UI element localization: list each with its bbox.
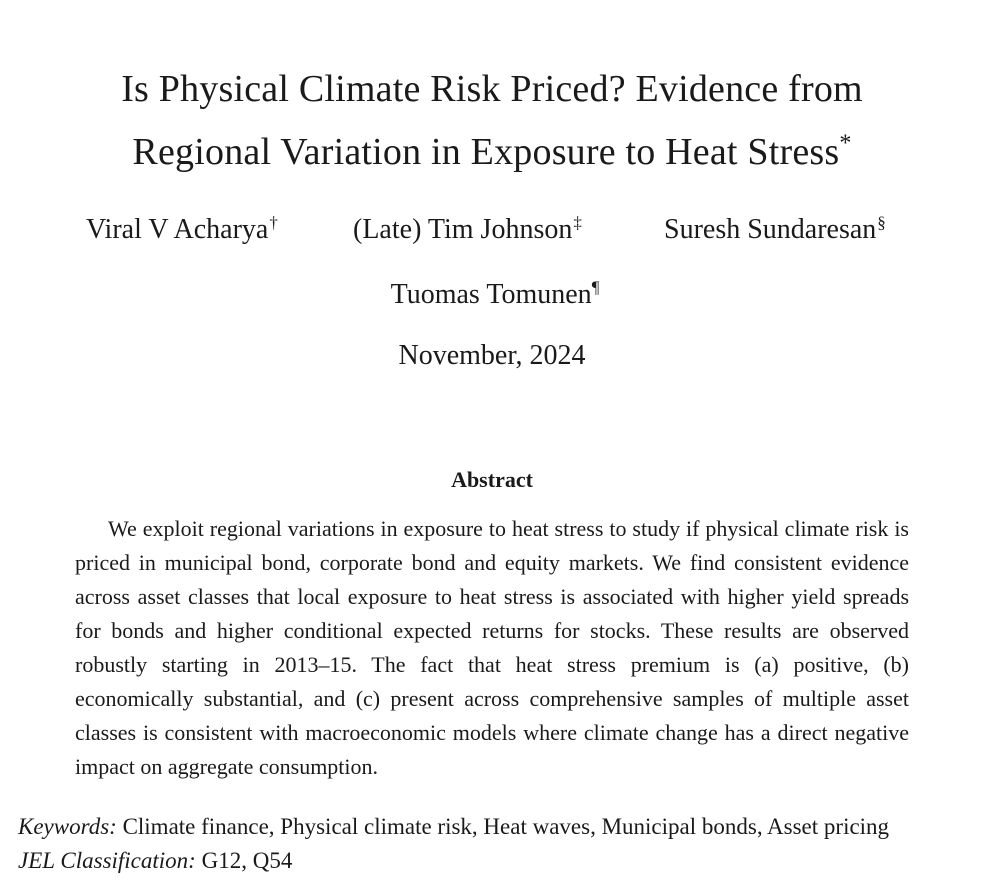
author-tomunen: [391, 275, 600, 315]
author-footnote-mark: ‡: [573, 212, 582, 232]
author-name: Viral V Acharya: [86, 214, 269, 245]
author-name: Suresh Sundaresan: [664, 214, 877, 245]
author-footnote-mark: §: [877, 212, 886, 232]
author-johnson: [353, 210, 582, 250]
keywords-value: Climate finance, Physical climate risk, Heat waves, Municipal bonds, Asset pricing: [122, 814, 890, 839]
jel-label: JEL Classification:: [18, 848, 196, 873]
author-sundaresan: [664, 210, 886, 250]
keywords-line: [18, 810, 993, 844]
author-name: (Late) Tim Johnson: [353, 214, 573, 245]
authors-row-2: [0, 275, 990, 315]
paper-title: [0, 58, 984, 184]
title-line-2: [0, 121, 984, 184]
publication-date: November, 2024: [398, 340, 586, 371]
keywords-label: Keywords:: [18, 814, 117, 839]
abstract-body: We exploit regional variations in exposure to heat stress to study if physical climate risk is priced in municipal bond, corporate bond and equity markets. We find consistent evidence across asset classes that local exposure to heat stress is associated with higher yield spreads for bonds and higher conditional expected returns for stocks. These results are observed robustly starting in 2013–15. The fact that heat stress premium is (a) positive, (b) economically substantial, and (c) present across comprehensive samples of multiple asset classes is consistent with macroeconomic models where climate change has a direct negative impact on aggregate consumption.: [75, 516, 909, 779]
author-footnote-mark: ¶: [591, 277, 600, 297]
title-line-2-text: Regional Variation in Exposure to Heat Stress: [132, 131, 840, 173]
title-footnote-mark: *: [839, 130, 852, 157]
author-acharya: [86, 210, 278, 250]
jel-classification-line: [18, 844, 993, 878]
authors-row: [0, 210, 1000, 250]
author-footnote-mark: †: [269, 212, 278, 232]
abstract-heading: Abstract: [451, 467, 533, 492]
author-name: Tuomas Tomunen: [390, 279, 592, 310]
title-line-1: Is Physical Climate Risk Priced? Evidence from: [121, 68, 863, 110]
jel-value: G12, Q54: [201, 848, 293, 873]
